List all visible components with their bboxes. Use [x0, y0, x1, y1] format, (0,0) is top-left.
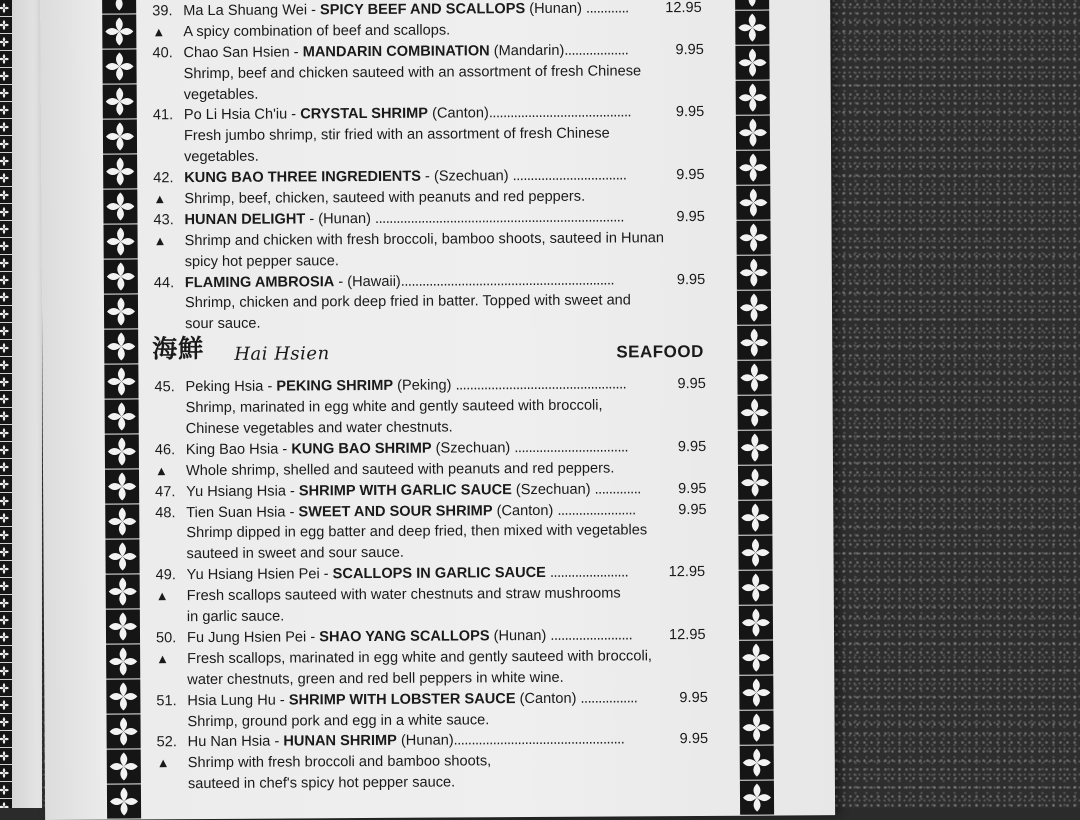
border-tile-icon: [0, 629, 12, 645]
item-description: Chinese vegetables and water chestnuts.: [185, 419, 453, 438]
item-price: 12.95: [668, 626, 706, 644]
item-leader-dots: ................: [580, 689, 638, 707]
border-tile-icon: [0, 782, 12, 798]
spicy-marker-icon: ▲: [156, 755, 170, 771]
item-leader-dots: ................................: [514, 439, 629, 457]
border-tile-icon: [0, 0, 12, 16]
menu-items-before: [152, 0, 734, 336]
item-title: [187, 625, 632, 649]
section-title-english: SEAFOOD: [616, 342, 704, 362]
border-tile-icon: [106, 609, 140, 643]
spicy-marker-icon: ▲: [156, 651, 170, 667]
item-price: 9.95: [678, 480, 707, 497]
spicy-marker-icon: ▲: [155, 588, 169, 604]
item-description: in garlic sauce.: [186, 608, 285, 626]
item-leader-dots: ......................................................................: [374, 209, 624, 227]
item-description: Shrimp, ground pork and egg in a white sauce.: [187, 711, 490, 730]
item-english-name: HUNAN DELIGHT: [184, 211, 306, 229]
item-price: 9.95: [677, 376, 706, 393]
item-region: - (Hunan): [305, 210, 376, 228]
border-tile-icon: [0, 476, 12, 492]
item-description: Fresh jumbo shrimp, stir fried with an assortment of fresh Chinese: [183, 125, 610, 145]
item-price: 9.95: [677, 438, 707, 456]
border-tile-icon: [0, 272, 12, 288]
item-romanized-name: Po Li Hsia Ch'iu -: [183, 106, 301, 124]
item-region: (Hunan): [525, 0, 587, 18]
item-romanized-name: King Bao Hsia -: [185, 441, 292, 459]
border-tile-icon: [103, 224, 137, 258]
item-region: (Canton): [492, 502, 558, 519]
item-number: 45.: [154, 379, 175, 396]
menu-item-description-line: [157, 771, 737, 795]
item-region: (Hunan): [489, 627, 551, 645]
border-tile-icon: [0, 391, 12, 407]
border-tile-icon: [0, 340, 12, 356]
item-leader-dots: ..................: [564, 42, 629, 59]
item-english-name: SWEET AND SOUR SHRIMP: [298, 502, 493, 521]
item-number: 43.: [153, 212, 174, 229]
border-tile-icon: [0, 408, 12, 424]
item-english-name: SHRIMP WITH GARLIC SAUCE: [298, 481, 512, 500]
item-description: vegetables.: [183, 86, 259, 103]
border-tile-icon: [739, 571, 773, 605]
border-tile-icon: [735, 46, 769, 80]
item-description: Fresh scallops sauteed with water chestnuts and straw mushrooms: [186, 585, 621, 605]
item-romanized-name: Yu Hsiang Hsien Pei -: [186, 566, 333, 584]
border-tile-icon: [0, 459, 12, 475]
border-tile-icon: [0, 527, 12, 543]
item-number: 42.: [153, 170, 174, 187]
border-tile-icon: [736, 151, 770, 185]
border-tile-icon: [739, 641, 773, 675]
item-title: [186, 437, 628, 461]
item-title: [186, 500, 635, 524]
border-tile-icon: [106, 574, 140, 608]
item-title: [185, 270, 614, 294]
item-number: 39.: [152, 3, 173, 20]
border-tile-icon: [735, 0, 769, 10]
border-tile-icon: [0, 102, 12, 118]
border-tile-icon: [738, 431, 772, 465]
item-romanized-name: Ma La Shuang Wei -: [183, 2, 321, 20]
adjacent-page-border: [0, 0, 14, 808]
item-price: 12.95: [668, 564, 706, 581]
item-english-name: CRYSTAL SHRIMP: [300, 106, 429, 123]
item-leader-dots: ......................: [549, 564, 629, 582]
border-tile-icon: [738, 501, 772, 535]
border-tile-icon: [737, 256, 771, 290]
border-tile-icon: [0, 799, 12, 808]
border-tile-icon: [739, 711, 773, 745]
border-tile-icon: [0, 680, 12, 696]
spicy-marker-icon: ▲: [152, 24, 166, 40]
border-tile-icon: [736, 116, 770, 150]
border-tile-icon: [739, 676, 773, 710]
item-price: 9.95: [679, 731, 709, 748]
border-tile-icon: [0, 357, 12, 373]
border-tile-icon: [104, 329, 138, 363]
border-tile-icon: [737, 326, 771, 360]
border-tile-icon: [0, 136, 12, 152]
border-tile-icon: [104, 294, 138, 328]
item-english-name: SHRIMP WITH LOBSTER SAUCE: [288, 690, 516, 709]
item-description: Shrimp, chicken and pork deep fried in batter. Topped with sweet and: [184, 292, 631, 312]
border-tile-icon: [0, 238, 12, 254]
item-price: 9.95: [678, 501, 707, 518]
item-romanized-name: Hsia Lung Hu -: [187, 692, 289, 709]
item-region: - (Szechuan): [420, 168, 513, 185]
border-tile-icon: [107, 784, 141, 818]
item-title: [186, 479, 641, 503]
border-tile-icon: [0, 306, 12, 322]
border-tile-icon: [0, 255, 12, 271]
item-number: 48.: [155, 504, 176, 521]
border-tile-icon: [107, 749, 141, 783]
item-price: 9.95: [676, 271, 706, 288]
item-leader-dots: .............: [594, 481, 641, 498]
border-tile-icon: [735, 11, 769, 45]
item-description: spicy hot pepper sauce.: [184, 252, 339, 270]
border-tile-icon: [0, 578, 12, 594]
border-tile-icon: [106, 644, 140, 678]
border-tile-icon: [0, 663, 12, 679]
border-tile-icon: [0, 170, 12, 186]
item-description: water chestnuts, green and red bell peppers in white wine.: [187, 669, 564, 688]
item-number: 41.: [152, 107, 174, 124]
item-romanized-name: Chao San Hsien -: [183, 44, 303, 61]
border-tile-icon: [0, 204, 12, 220]
border-tile-icon: [0, 68, 12, 84]
border-tile-icon: [0, 34, 12, 50]
item-region: (Canton): [515, 690, 581, 707]
item-region: (Canton): [427, 105, 489, 123]
item-number: 47.: [155, 483, 176, 501]
right-decorative-border: [733, 0, 776, 816]
item-region: (Szechuan): [431, 440, 515, 457]
border-tile-icon: [740, 781, 774, 815]
item-title: [185, 375, 626, 399]
item-region: (Szechuan): [511, 481, 595, 498]
item-romanized-name: Hu Nan Hsia -: [187, 733, 284, 751]
border-tile-icon: [0, 765, 12, 781]
border-tile-icon: [0, 51, 12, 67]
item-description: sour sauce.: [185, 316, 261, 333]
border-tile-icon: [738, 466, 772, 500]
item-english-name: HUNAN SHRIMP: [283, 733, 397, 750]
border-tile-icon: [102, 0, 136, 14]
item-leader-dots: ................................................: [453, 731, 625, 749]
item-description: Shrimp dipped in egg batter and deep fried, then mixed with vegetables: [186, 522, 648, 542]
item-price: 9.95: [675, 41, 704, 58]
menu-content: [152, 0, 737, 795]
item-number: 50.: [155, 630, 177, 647]
item-description: A spicy combination of beef and scallops.: [183, 22, 451, 41]
item-title: [184, 207, 624, 231]
item-romanized-name: Peking Hsia -: [185, 378, 277, 396]
item-region: (Peking): [393, 377, 456, 395]
spicy-marker-icon: ▲: [153, 191, 167, 207]
border-tile-icon: [736, 81, 770, 115]
border-tile-icon: [106, 679, 140, 713]
item-description: Whole shrimp, shelled and sauteed with peanuts and red peppers.: [185, 460, 615, 479]
border-tile-icon: [105, 504, 139, 538]
item-leader-dots: ............................................................: [400, 272, 615, 290]
border-tile-icon: [740, 746, 774, 780]
border-tile-icon: [105, 539, 139, 573]
border-tile-icon: [104, 259, 138, 293]
border-tile-icon: [0, 561, 12, 577]
border-tile-icon: [739, 606, 773, 640]
item-title: [184, 103, 631, 127]
section-title-romanized: Hai Hsien: [234, 343, 330, 366]
item-leader-dots: .......................: [550, 627, 633, 644]
item-leader-dots: ......................: [557, 501, 636, 519]
border-tile-icon: [737, 291, 771, 325]
item-leader-dots: ................................: [512, 167, 627, 185]
item-english-name: KUNG BAO SHRIMP: [291, 440, 432, 458]
item-title: [184, 166, 626, 190]
border-tile-icon: [736, 221, 770, 255]
border-tile-icon: [0, 221, 12, 237]
item-description: Fresh scallops, marinated in egg white and gently sauteed with broccoli,: [187, 648, 653, 667]
item-number: 44.: [153, 274, 175, 291]
item-english-name: PEKING SHRIMP: [276, 378, 394, 395]
item-price: 9.95: [679, 689, 708, 706]
border-tile-icon: [104, 364, 138, 398]
seafood-items: [154, 374, 737, 795]
item-number: 46.: [154, 442, 176, 459]
item-region: (Hunan): [396, 732, 454, 750]
border-tile-icon: [0, 493, 12, 509]
item-english-name: SPICY BEEF AND SCALLOPS: [319, 1, 526, 19]
border-tile-icon: [738, 536, 772, 570]
menu-page: [40, 0, 835, 820]
border-tile-icon: [0, 17, 12, 33]
item-title: [187, 688, 637, 712]
border-tile-icon: [103, 189, 137, 223]
item-title: [188, 730, 625, 754]
border-tile-icon: [738, 396, 772, 430]
adjacent-menu-page: [0, 0, 42, 808]
item-price: 9.95: [676, 167, 705, 184]
item-romanized-name: Fu Jung Hsien Pei -: [186, 629, 320, 647]
item-romanized-name: Yu Hsiang Hsia -: [186, 483, 299, 500]
border-tile-icon: [0, 119, 12, 135]
border-tile-icon: [737, 361, 771, 395]
item-description: vegetables.: [184, 148, 259, 166]
border-tile-icon: [0, 595, 12, 611]
border-tile-icon: [0, 731, 12, 747]
item-region: - (Hawaii): [334, 273, 401, 290]
spicy-marker-icon: ▲: [154, 463, 168, 479]
border-tile-icon: [0, 425, 12, 441]
item-romanized-name: Tien Suan Hsia -: [186, 504, 299, 521]
item-description: sauteed in chef's spicy hot pepper sauce.: [187, 774, 456, 793]
border-tile-icon: [736, 186, 770, 220]
item-price: 9.95: [675, 104, 705, 121]
border-tile-icon: [0, 374, 12, 390]
item-english-name: SCALLOPS IN GARLIC SAUCE: [332, 565, 546, 583]
item-description: Shrimp and chicken with fresh broccoli, bamboo shoots, sauteed in Hunan: [184, 229, 665, 249]
border-tile-icon: [105, 399, 139, 433]
border-tile-icon: [0, 612, 12, 628]
item-region: (Mandarin): [489, 42, 565, 60]
item-leader-dots: ........................................: [488, 104, 632, 122]
border-tile-icon: [0, 442, 12, 458]
border-tile-icon: [0, 748, 12, 764]
item-number: 51.: [156, 692, 177, 709]
item-number: 52.: [156, 734, 178, 751]
border-tile-icon: [0, 289, 12, 305]
item-description: sauteed in sweet and sour sauce.: [186, 545, 404, 563]
item-title: [183, 40, 628, 64]
item-price: 12.95: [665, 0, 702, 17]
item-description: Shrimp, marinated in egg white and gently sauteed with broccoli,: [185, 397, 603, 417]
item-leader-dots: ............: [585, 0, 629, 17]
border-tile-icon: [0, 323, 12, 339]
item-description: Shrimp, beef and chicken sauteed with an assortment of fresh Chinese: [183, 63, 642, 82]
border-tile-icon: [105, 434, 139, 468]
border-tile-icon: [0, 714, 12, 730]
item-english-name: MANDARIN COMBINATION: [302, 43, 490, 61]
item-leader-dots: ................................................: [455, 376, 627, 394]
item-title: [187, 563, 629, 587]
border-tile-icon: [105, 469, 139, 503]
border-tile-icon: [0, 646, 12, 662]
item-english-name: FLAMING AMBROSIA: [184, 273, 335, 291]
item-number: 49.: [155, 567, 176, 584]
item-description: Shrimp, beef, chicken, sauteed with peanuts and red peppers.: [184, 188, 586, 208]
item-english-name: KUNG BAO THREE INGREDIENTS: [184, 168, 422, 187]
border-tile-icon: [0, 697, 12, 713]
item-number: 40.: [152, 44, 173, 62]
border-tile-icon: [0, 544, 12, 560]
border-tile-icon: [102, 49, 136, 83]
border-tile-icon: [103, 119, 137, 153]
section-title-chinese: 海鮮: [152, 334, 205, 364]
seafood-section-header: [154, 332, 734, 378]
border-tile-icon: [0, 187, 12, 203]
border-tile-icon: [0, 510, 12, 526]
left-decorative-border: [100, 0, 143, 820]
border-tile-icon: [103, 84, 137, 118]
border-tile-icon: [0, 85, 12, 101]
item-price: 9.95: [676, 208, 705, 226]
item-description: Shrimp with fresh broccoli and bamboo shoots,: [187, 753, 492, 772]
border-tile-icon: [106, 714, 140, 748]
border-tile-icon: [102, 14, 136, 48]
spicy-marker-icon: ▲: [153, 233, 167, 249]
border-tile-icon: [103, 154, 137, 188]
item-english-name: SHAO YANG SCALLOPS: [319, 628, 490, 646]
border-tile-icon: [0, 153, 12, 169]
